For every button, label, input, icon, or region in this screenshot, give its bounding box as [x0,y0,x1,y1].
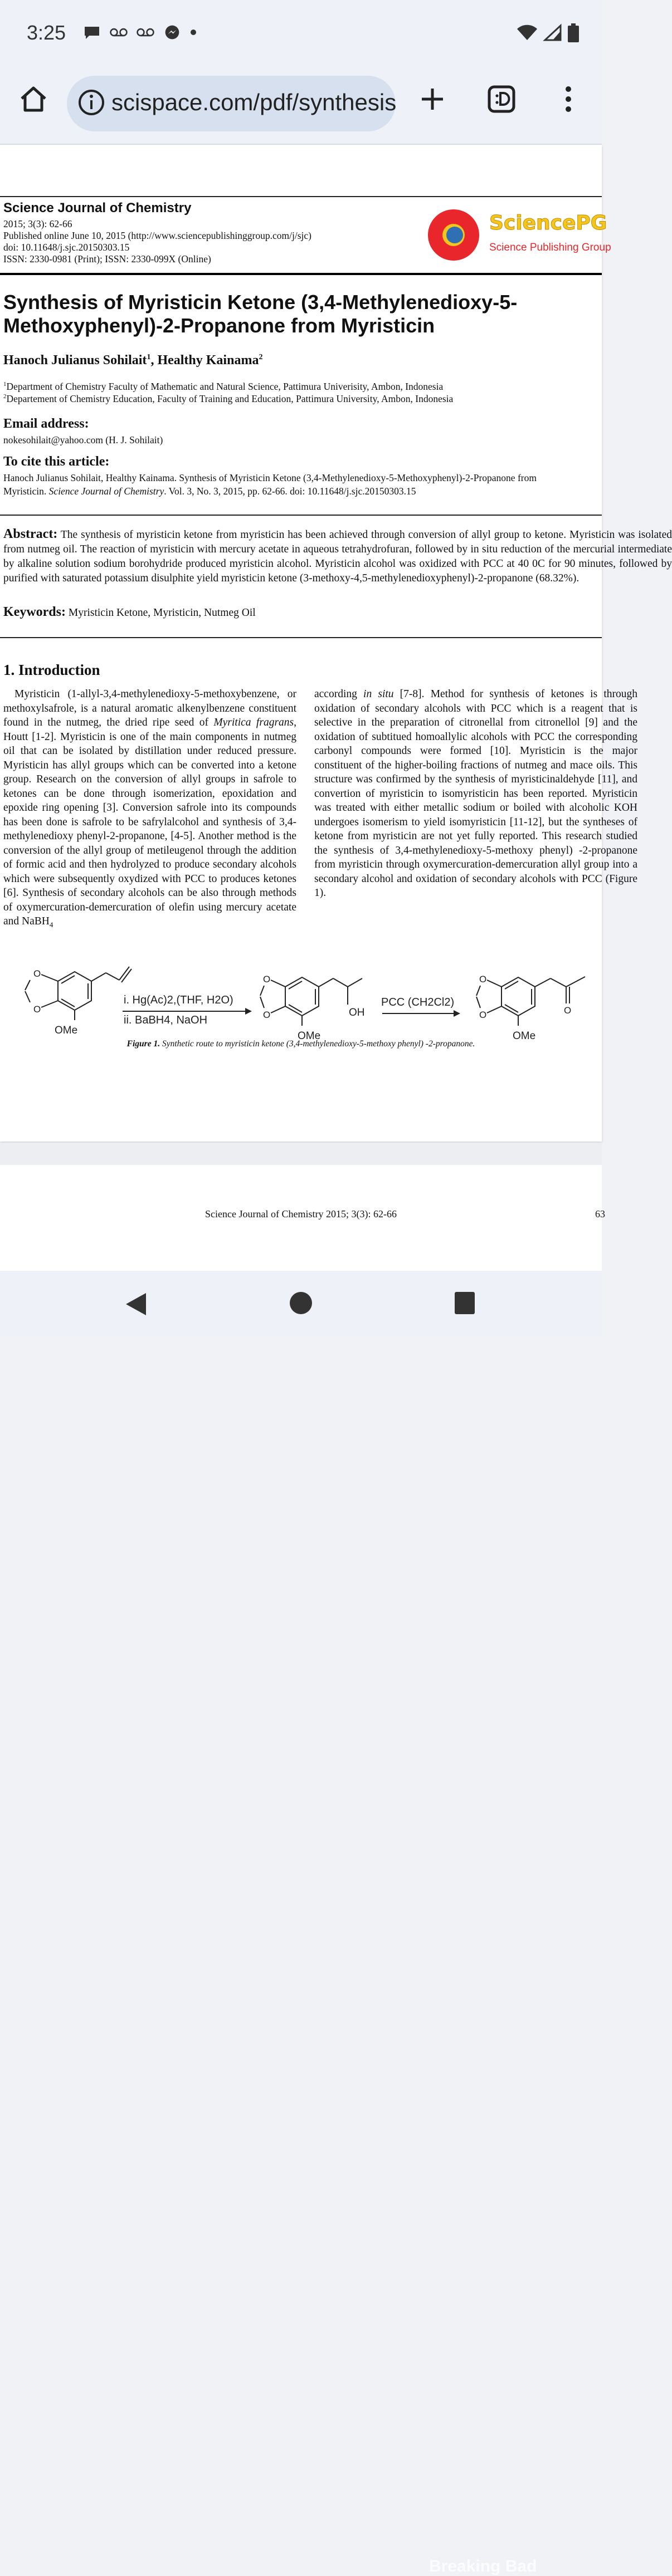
email-heading: Email address: [3,417,89,431]
journal-meta: 2015; 3(3): 62-66 [3,218,72,229]
keywords [3,605,256,620]
figure-caption [0,1039,602,1049]
subscript: 4 [49,920,53,929]
voicemail-icon [136,25,155,40]
citation-text: Myristicin. [3,486,49,497]
menu-button[interactable] [546,77,591,121]
plus-icon [418,85,446,113]
messenger-icon [163,25,182,40]
oxygen-label: O [479,1010,487,1020]
ome-label: OMe [55,1025,78,1036]
header-rule [0,196,602,197]
reaction-arrowhead [454,1010,460,1017]
chat-bubble-icon [82,25,101,40]
affiliation [3,381,443,393]
signal-icon [544,25,562,41]
ome-label: OMe [298,1030,321,1042]
author-sup: 2 [259,353,263,361]
reagent-label: ii. BaBH4, NaOH [124,1014,208,1026]
more-vert-icon [563,84,574,114]
body-text: Myristicin (1-allyl-3,4-methylenedioxy-5-methoxybenzene, or methoxylsafrole, is a natural aromatic alkenylbenzene constituent found in the nutmeg, the dried ripe seed of [3,688,296,728]
figure-label: Figure 1. [126,1039,160,1049]
journal-meta: doi: 10.11648/j.sjc.20150303.15 [3,242,130,253]
author-sup: 1 [147,353,151,361]
oxygen-label: O [33,968,41,979]
abstract-rule [0,515,602,516]
status-bar [0,0,602,67]
voicemail-icon [109,25,128,40]
carbonyl-oxygen-label: O [564,1005,572,1016]
paper-title: Synthesis of Myristicin Ketone (3,4-Methylenedioxy-5-Methoxyphenyl)-2-Propanone from Myristicin [3,291,518,337]
author-name: Healthy Kainama [157,353,259,368]
reaction-arrowhead [245,1008,252,1015]
browser-toolbar [0,67,602,145]
watermark-text: Breaking Bad [429,2557,537,2575]
affiliation [3,393,453,405]
citation-journal: Science Journal of Chemistry [48,486,164,497]
new-tab-button[interactable] [410,77,455,121]
myristicin-ketone-structure [476,977,585,1026]
myristicin-structure [25,967,132,1020]
reagent-label: PCC (CH2Cl2) [381,996,455,1008]
page-gap [0,1143,602,1165]
reagent-label: i. Hg(Ac)2,(THF, H2O) [124,994,233,1006]
body-italic: in situ [363,688,394,700]
logo-name: SciencePG [489,212,607,234]
oxygen-label: O [263,974,271,985]
logo-tagline: Science Publishing Group [489,242,611,253]
info-icon[interactable] [77,88,106,117]
body-text: , Houtt [1-2]. Myristicin is one of the main components in nutmeg oil that can be isolated by distillation under reduced pressure. Myristicin has allyl groups which can be converted into a ketone group. Research on the conversion of allyl groups in safrole to ketones can be done through isomerization, epoxidation and epoxide ring opening [3]. Conversion safrole into its compounds has been done is safrole to be safrylalcohol and synthesis of 3,4-methylenedioxy phenyl-2-propanone, [4-5]. Another method is the conversion of the allyl group of metileugenol through the addition of formic acid and then hydrolyzed to produce secondary alcohols which were subsequently oxydized with PCC to produces ketones [6]. Synthesis of secondary alcohols can be also through methods of oxymercuration-demercuration of olefin using mercury acetate and NaBH [3,717,296,927]
system-nav-bar [0,1271,602,2575]
email-address[interactable]: nokesohilait@yahoo.com (H. J. Sohilait) [3,434,163,445]
abstract [3,527,672,586]
authors [3,353,262,368]
keywords-label: Keywords: [3,605,66,619]
body-column-right [314,687,637,900]
url-text[interactable]: scispace.com/pdf/synthesis [111,89,397,115]
abstract-text: The synthesis of myristicin ketone from myristicin has been achieved through conversion of allyl group to ketone. Myristicin was isolated from nutmeg oil. The reaction of myristicin with mercury acetate in aqueous tetrahydrofuran, followed by in situ reduction of the mercurial intermediate by alkaline solution sodium borohydride produced myristicin alcohol. Myristicin alcohol was oxidized with PCC at 40 0C for 90 minutes, followed by purified with saturated potassium disulphite yield myristicin ketone (3-methoxy-4,5-methylenedioxyphenyl)-2-propanone (68.32%). [3,529,672,584]
ome-label: OMe [513,1030,536,1042]
section-heading: 1. Introduction [3,662,100,678]
body-text: [7-8]. Method for synthesis of ketones is through oxidation of secondary alcohols with PCC which is a reagent that is selective in the preparation of citronellal from citronellol [9] and the oxidation of subtitued homoallylic alcohols with PCC the corresponding carbonyl compounds were formed [10]. Myristicin is the major constituent of the higher-boiling fractions of nutmeg and mace oils. This structure was confirmed by the synthesis of myristicinaldehyde [11], and convertion of myristicin to isomyristicin has been reported. Myristicin was treated with either metallic sodium or boiled with alcoholic KOH undergoes isomerism to yield isomyristicin [11-12], but the syntheses of ketone from myristicin are not yet fully reported. This research studied the synthesis of 3,4-methylenedioxy-5-methoxy phenyl) -2-propanone from myristicin through oxymercuration-demercuration allyl group into a secondary alcohol and oxidation of secondary alcohols with PCC (Figure 1). [314,688,637,899]
affiliation-sup: 2 [3,393,7,400]
system-icons [516,23,580,42]
battery-icon [567,23,580,42]
home-button[interactable] [11,77,56,121]
title-rule [0,273,602,275]
tab-switcher-button[interactable] [479,77,524,121]
status-time: 3:25 [27,21,66,44]
oxygen-label: O [263,1010,271,1020]
body-column-left [3,687,296,932]
pdf-page [0,145,672,1142]
citation-text: . Vol. 3, No. 3, 2015, pp. 62-66. doi: 10.11648/j.sjc.20150303.15 [164,486,416,497]
keywords-text: Myristicin Ketone, Myristicin, Nutmeg Oil [68,607,256,619]
cite-heading: To cite this article: [3,454,110,469]
wifi-icon [516,25,538,41]
keywords-rule [0,637,602,638]
figure-caption-text: Synthetic route to myristicin ketone (3,4-methylenedioxy-5-methoxy phenyl) -2-propanone. [160,1039,475,1049]
abstract-label: Abstract: [3,527,58,541]
recents-button[interactable] [454,1291,476,1315]
home-nav-button[interactable] [289,1291,313,1315]
affiliation-text: Departement of Chemistry Education, Faculty of Training and Education, Pattimura University, Ambon, Indonesia [6,393,454,404]
sciencepg-logo-icon [425,206,486,267]
affiliation-text: Department of Chemistry Faculty of Mathematic and Natural Science, Pattimura Univerisity, Ambon, Indonesia [6,381,444,392]
author-separator: , [150,353,158,368]
home-icon [18,84,48,114]
author-name: Hanoch Julianus Sohilait [3,353,147,368]
oxygen-label: O [33,1004,41,1015]
back-button[interactable] [124,1291,148,1318]
oxygen-label: O [479,974,487,985]
species-name: Myritica fragrans [213,717,294,728]
oh-label: OH [349,1007,365,1018]
myristicin-alcohol-structure [260,977,362,1026]
citation-line: Hanoch Julianus Sohilait, Healthy Kainama. Synthesis of Myristicin Ketone (3,4-Methylenedioxy-5-Methoxyphenyl)-2-Propanone from [3,472,537,483]
journal-name: Science Journal of Chemistry [3,200,192,216]
notification-icons [82,25,197,40]
tab-switcher-icon [486,84,517,114]
running-footer: Science Journal of Chemistry 2015; 3(3): 62-66 [205,1208,397,1220]
publisher-logo [425,206,611,267]
page-number: 63 [595,1208,605,1220]
citation-line [3,486,416,497]
body-text: according [314,688,364,700]
journal-meta: ISSN: 2330-0981 (Print); ISSN: 2330-099X (Online) [3,253,211,265]
journal-meta: Published online June 10, 2015 (http://www.sciencepublishinggroup.com/j/sjc) [3,230,311,241]
affiliation-sup: 1 [3,381,7,388]
dot-icon [189,25,197,40]
url-bar[interactable] [67,76,396,131]
